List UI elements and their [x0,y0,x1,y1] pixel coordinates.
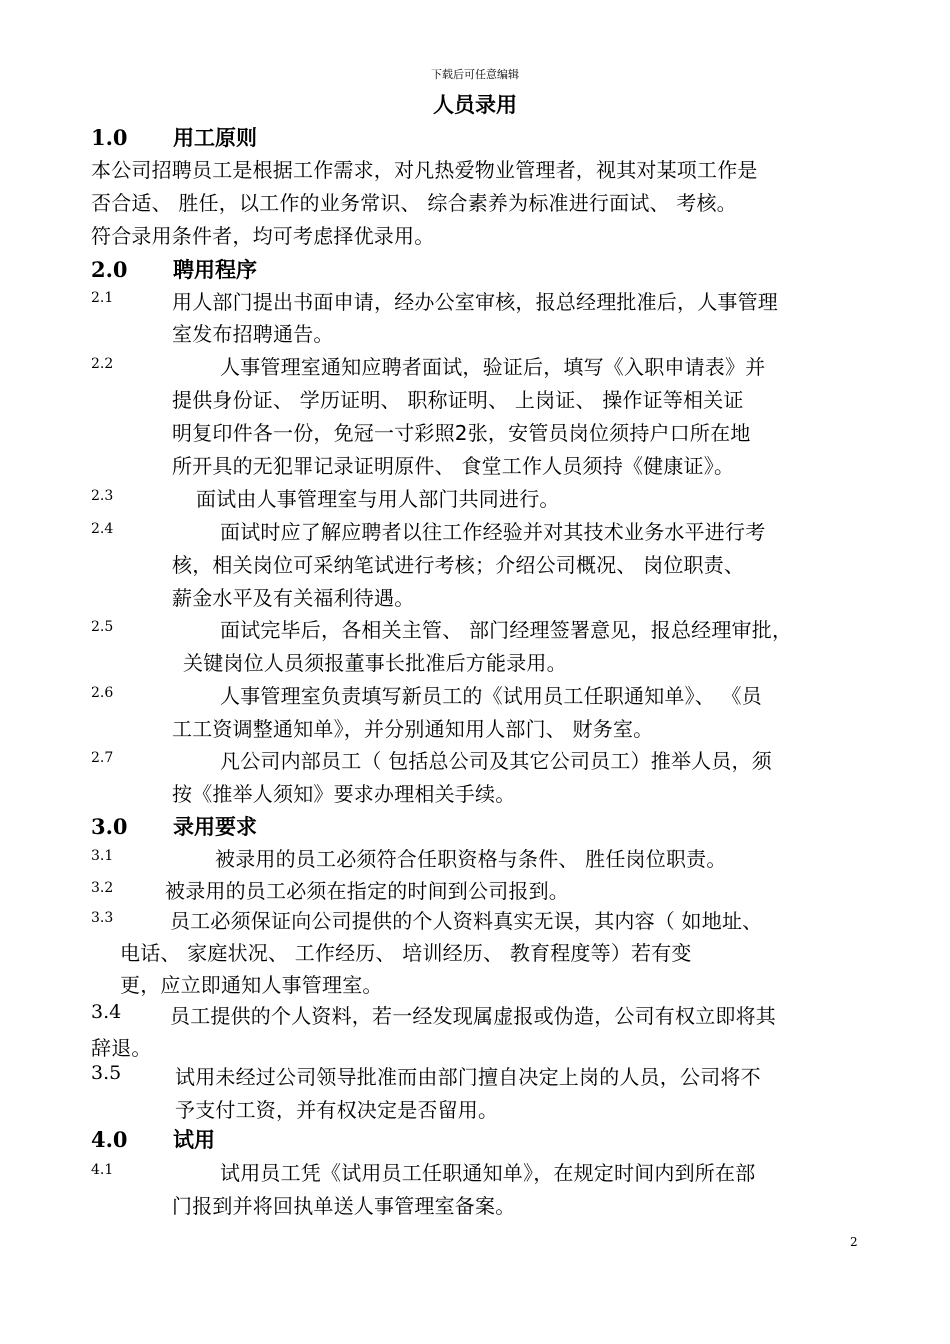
item-line: 辞退。 [91,1036,152,1060]
item-line: 面试时应了解应聘者以往工作经验并对其技术业务水平进行考 [220,520,766,544]
section-2-heading [91,254,257,284]
item-line: 员工必须保证向公司提供的个人资料真实无误，其内容（ 如地址、 [170,909,763,933]
paragraph-line: 本公司招聘员工是根据工作需求，对凡热爱物业管理者，视其对某项工作是 [91,158,758,182]
item-line: 电话、 家庭状况、 工作经历、 培训经历、 教育程度等）若有变 [120,941,692,965]
item-line: 予支付工资，并有权决定是否留用。 [175,1098,499,1122]
item-number: 3.4 [91,1001,122,1023]
item-number: 3.1 [91,848,114,864]
item-number: 4.1 [91,1162,114,1178]
item-line: 核，相关岗位可采纳笔试进行考核；介绍公司概况、 岗位职责、 [172,553,745,577]
item-line: 关键岗位人员须报董事长批准后方能录用。 [183,651,567,675]
section-number: 3.0 [91,814,128,839]
paragraph-line: 否合适、 胜任，以工作的业务常识、 综合素养为标准进行面试、 考核。 [91,191,737,215]
item-number: 2.3 [91,488,114,504]
section-number: 2.0 [91,257,128,282]
header-note: 下载后可任意编辑 [431,68,519,81]
item-line: 试用员工凭《试用员工任职通知单》，在规定时间内到所在部 [220,1161,756,1185]
item-line: 室发布招聘通告。 [172,322,334,346]
item-number: 2.5 [91,619,114,635]
item-line: 凡公司内部员工（ 包括总公司及其它公司员工）推举人员，须 [220,749,772,773]
item-number: 2.6 [91,685,114,701]
item-line: 门报到并将回执单送人事管理室备案。 [172,1194,516,1218]
item-line: 薪金水平及有关福利待遇。 [172,586,415,610]
item-line: 明复印件各一份，免冠一寸彩照2张，安管员岗位须持户口所在地 [172,421,751,445]
item-line: 提供身份证、 学历证明、 职称证明、 上岗证、 操作证等相关证 [172,388,744,412]
item-line: 人事管理室负责填写新员工的《试用员工任职通知单》、 《员 [220,684,762,708]
item-line: 员工提供的个人资料，若一经发现属虚报或伪造，公司有权立即将其 [170,1004,776,1028]
section-title: 用工原则 [173,126,257,150]
item-number: 2.4 [91,521,114,537]
item-line: 按《推举人须知》要求办理相关手续。 [172,782,516,806]
item-number: 3.2 [91,880,114,896]
item-number: 2.1 [91,290,114,306]
item-line: 所开具的无犯罪记录证明原件、 食堂工作人员须持《健康证》。 [172,454,735,478]
section-4-heading [91,1124,215,1154]
item-line: 面试由人事管理室与用人部门共同进行。 [196,487,560,511]
page-number: 2 [850,1235,858,1249]
item-line: 试用未经过公司领导批准而由部门擅自决定上岗的人员，公司将不 [175,1065,761,1089]
section-title: 录用要求 [173,815,257,839]
item-number: 3.3 [91,910,114,926]
paragraph-line: 符合录用条件者，均可考虑择优录用。 [91,224,435,248]
item-number: 2.2 [91,356,114,372]
section-title: 试用 [173,1128,215,1152]
item-line: 被录用的员工必须在指定的时间到公司报到。 [165,879,569,903]
item-line: 被录用的员工必须符合任职资格与条件、 胜任岗位职责。 [215,847,727,871]
item-line: 更，应立即通知人事管理室。 [120,973,383,997]
section-title: 聘用程序 [173,258,257,282]
item-line: 工工资调整通知单》，并分别通知用人部门、 财务室。 [172,717,654,741]
section-number: 1.0 [91,125,128,150]
item-line: 面试完毕后，各相关主管、 部门经理签署意见，报总经理审批， [220,618,793,642]
section-1-heading [91,122,257,152]
section-number: 4.0 [91,1127,128,1152]
document-title: 人员录用 [433,93,517,117]
item-number: 2.7 [91,750,114,766]
item-line: 用人部门提出书面申请，经办公室审核，报总经理批准后，人事管理 [172,290,778,314]
item-line: 人事管理室通知应聘者面试，验证后，填写《入职申请表》并 [220,355,766,379]
item-number: 3.5 [91,1062,122,1084]
section-3-heading [91,811,257,841]
